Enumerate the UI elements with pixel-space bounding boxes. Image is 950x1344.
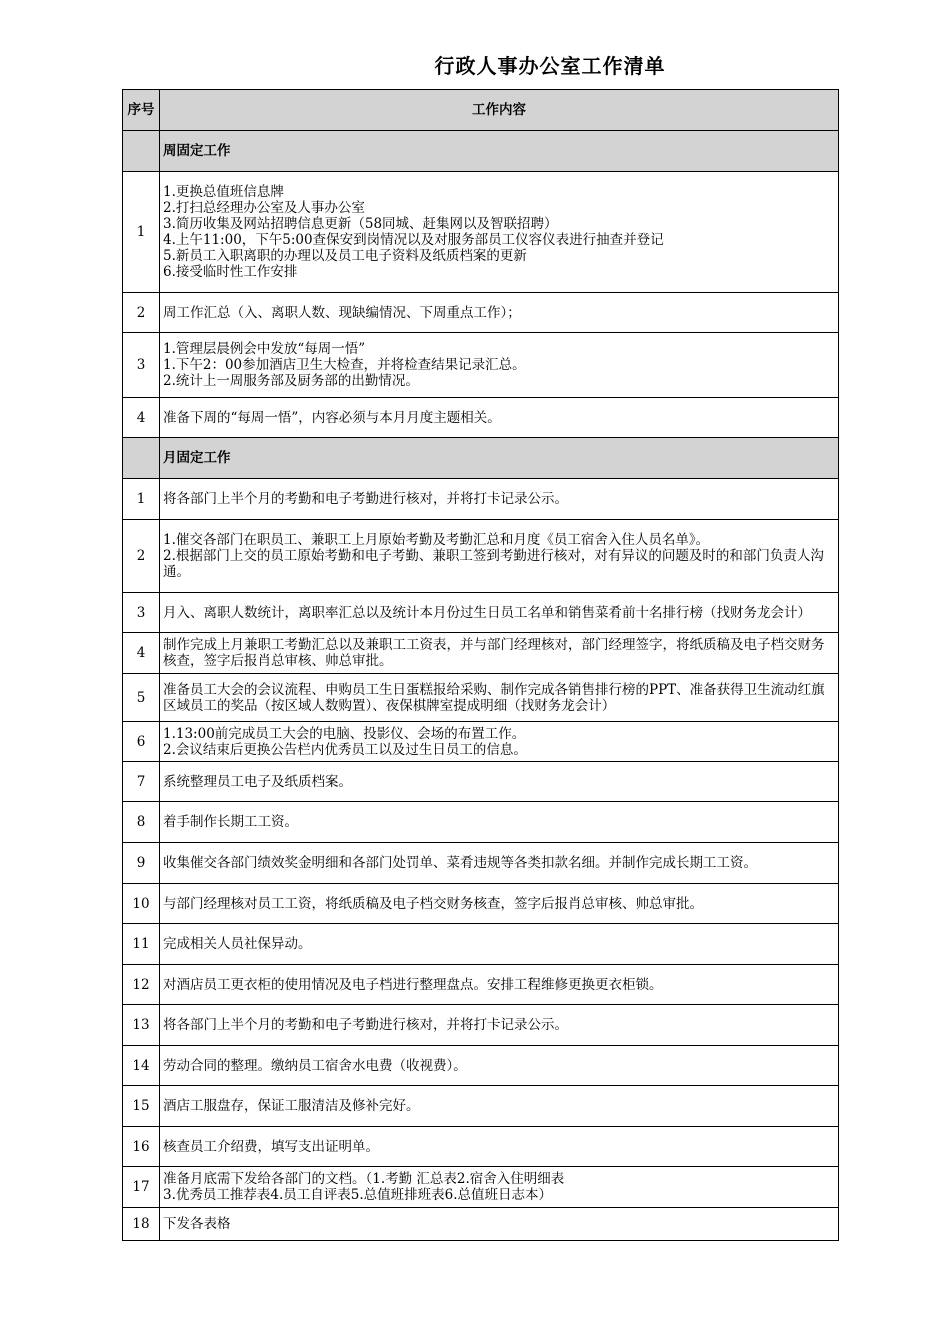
content-line: 准备员工大会的会议流程、申购员工生日蛋糕报给采购、制作完成各销售排行榜的PPT、准备获得卫生流动红旗区域员工的奖品（按区域人数购置）、夜保棋牌室提成明细（找财务龙会计）	[163, 681, 825, 714]
row-content	[160, 884, 839, 924]
row-content	[160, 802, 839, 843]
section-title: 周固定工作	[160, 131, 839, 172]
content-line: 1.13:00前完成员工大会的电脑、投影仪、会场的布置工作。	[163, 725, 526, 742]
content-line: 系统整理员工电子及纸质档案。	[163, 773, 352, 790]
table-row	[123, 333, 839, 398]
row-number: 3	[123, 593, 160, 633]
row-content	[160, 924, 839, 965]
table-row	[123, 172, 839, 293]
table-row	[123, 398, 839, 438]
row-number: 11	[123, 924, 160, 965]
section-title: 月固定工作	[160, 438, 839, 479]
content-line: 下发各表格	[163, 1216, 231, 1232]
table-row	[123, 593, 839, 633]
row-number: 2	[123, 293, 160, 333]
table-row	[123, 479, 839, 520]
work-list-body	[123, 90, 839, 1241]
row-number: 1	[123, 479, 160, 520]
table-row	[123, 762, 839, 802]
content-line: 周工作汇总（入、离职人数、现缺编情况、下周重点工作）；	[163, 304, 521, 321]
row-number: 5	[123, 674, 160, 722]
table-row	[123, 924, 839, 965]
row-content	[160, 762, 839, 802]
row-content	[160, 1005, 839, 1046]
content-line: 1.催交各部门在职员工、兼职工上月原始考勤及考勤汇总和月度《员工宿舍入住人员名单》。	[163, 532, 710, 548]
content-line: 劳动合同的整理。缴纳员工宿舍水电费（收视费）。	[163, 1057, 467, 1074]
row-number: 16	[123, 1127, 160, 1167]
weekly-section-header	[123, 131, 839, 172]
section-number-cell	[123, 438, 160, 479]
content-line: 收集催交各部门绩效奖金明细和各部门处罚单、菜肴违规等各类扣款名细。并制作完成长期工工资。	[163, 855, 757, 871]
row-number: 18	[123, 1208, 160, 1241]
content-line: 对酒店员工更衣柜的使用情况及电子档进行整理盘点。安排工程维修更换更衣柜锁。	[163, 976, 663, 993]
row-number: 7	[123, 762, 160, 802]
column-header-content: 工作内容	[160, 90, 839, 131]
table-row	[123, 674, 839, 722]
content-line: 6.接受临时性工作安排	[163, 264, 298, 280]
row-content	[160, 520, 839, 593]
content-line: 制作完成上月兼职工考勤汇总以及兼职工工资表，并与部门经理核对，部门经理签字，将纸质稿及电子档交财务核查，签字后报肖总审核、帅总审批。	[163, 637, 825, 669]
content-line: 完成相关人员社保异动。	[163, 936, 312, 952]
content-line: 3.简历收集及网站招聘信息更新（58同城、赶集网以及智联招聘）	[163, 216, 558, 232]
table-row	[123, 1208, 839, 1241]
column-header-number: 序号	[123, 90, 160, 131]
row-content	[160, 333, 839, 398]
table-row	[123, 843, 839, 884]
content-line: 3.优秀员工推荐表4.员工自评表5.总值班排班表6.总值班日志本）	[163, 1187, 553, 1203]
table-row	[123, 633, 839, 674]
row-number: 17	[123, 1167, 160, 1208]
table-row	[123, 1127, 839, 1167]
content-line: 1.更换总值班信息牌	[163, 184, 284, 200]
row-content	[160, 722, 839, 762]
row-content	[160, 633, 839, 674]
row-number: 12	[123, 965, 160, 1005]
row-content	[160, 1086, 839, 1127]
row-content	[160, 293, 839, 333]
table-row	[123, 520, 839, 593]
row-content	[160, 398, 839, 438]
row-number: 14	[123, 1046, 160, 1086]
row-number: 15	[123, 1086, 160, 1127]
row-number: 1	[123, 172, 160, 293]
table-header-row	[123, 90, 839, 131]
content-line: 1.下午2：00参加酒店卫生大检查，并将检查结果记录汇总。	[163, 357, 526, 373]
row-number: 8	[123, 802, 160, 843]
monthly-section-header	[123, 438, 839, 479]
table-row	[123, 1046, 839, 1086]
content-line: 与部门经理核对员工工资，将纸质稿及电子档交财务核查，签字后报肖总审核、帅总审批。	[163, 895, 703, 912]
row-number: 6	[123, 722, 160, 762]
content-line: 1.管理层晨例会中发放“每周一悟”	[163, 341, 366, 357]
row-number: 9	[123, 843, 160, 884]
content-line: 准备下周的“每周一悟”，内容必须与本月月度主题相关。	[163, 409, 501, 426]
work-list-table	[122, 89, 839, 1241]
content-line: 5.新员工入职离职的办理以及员工电子资料及纸质档案的更新	[163, 248, 527, 264]
content-line: 将各部门上半个月的考勤和电子考勤进行核对，并将打卡记录公示。	[163, 1017, 568, 1033]
content-line: 2.会议结束后更换公告栏内优秀员工以及过生日员工的信息。	[163, 741, 527, 758]
row-content	[160, 593, 839, 633]
page-title: 行政人事办公室工作清单	[434, 54, 666, 78]
table-row	[123, 722, 839, 762]
row-number: 4	[123, 633, 160, 674]
row-content	[160, 965, 839, 1005]
table-row	[123, 1167, 839, 1208]
row-content	[160, 1046, 839, 1086]
table-row	[123, 802, 839, 843]
content-line: 将各部门上半个月的考勤和电子考勤进行核对，并将打卡记录公示。	[163, 491, 568, 507]
row-content	[160, 674, 839, 722]
row-content	[160, 172, 839, 293]
row-content	[160, 1167, 839, 1208]
table-row	[123, 884, 839, 924]
row-content	[160, 1208, 839, 1241]
content-line: 准备月底需下发给各部门的文档。（1.考勤 汇总表2.宿舍入住明细表	[163, 1171, 565, 1187]
content-line: 月入、离职人数统计，离职率汇总以及统计本月份过生日员工名单和销售菜肴前十名排行榜（找财务龙会计）	[163, 604, 811, 621]
table-row	[123, 1005, 839, 1046]
row-number: 10	[123, 884, 160, 924]
content-line: 2.根据部门上交的员工原始考勤和电子考勤、兼职工签到考勤进行核对，对有异议的问题及时的和部门负责人沟通。	[163, 548, 824, 580]
content-line: 着手制作长期工工资。	[163, 814, 298, 830]
table-row	[123, 1086, 839, 1127]
row-content	[160, 843, 839, 884]
row-number: 13	[123, 1005, 160, 1046]
row-number: 3	[123, 333, 160, 398]
table-row	[123, 965, 839, 1005]
content-line: 2.打扫总经理办公室及人事办公室	[163, 200, 365, 216]
section-number-cell	[123, 131, 160, 172]
row-number: 4	[123, 398, 160, 438]
content-line: 酒店工服盘存，保证工服清洁及修补完好。	[163, 1098, 420, 1114]
table-row	[123, 293, 839, 333]
row-content	[160, 1127, 839, 1167]
row-content	[160, 479, 839, 520]
content-line: 核查员工介绍费，填写支出证明单。	[163, 1138, 379, 1155]
content-line: 4.上午11:00，下午5:00查保安到岗情况以及对服务部员工仪容仪表进行抽查并登记	[163, 232, 664, 248]
row-number: 2	[123, 520, 160, 593]
content-line: 2.统计上一周服务部及厨务部的出勤情况。	[163, 373, 419, 389]
